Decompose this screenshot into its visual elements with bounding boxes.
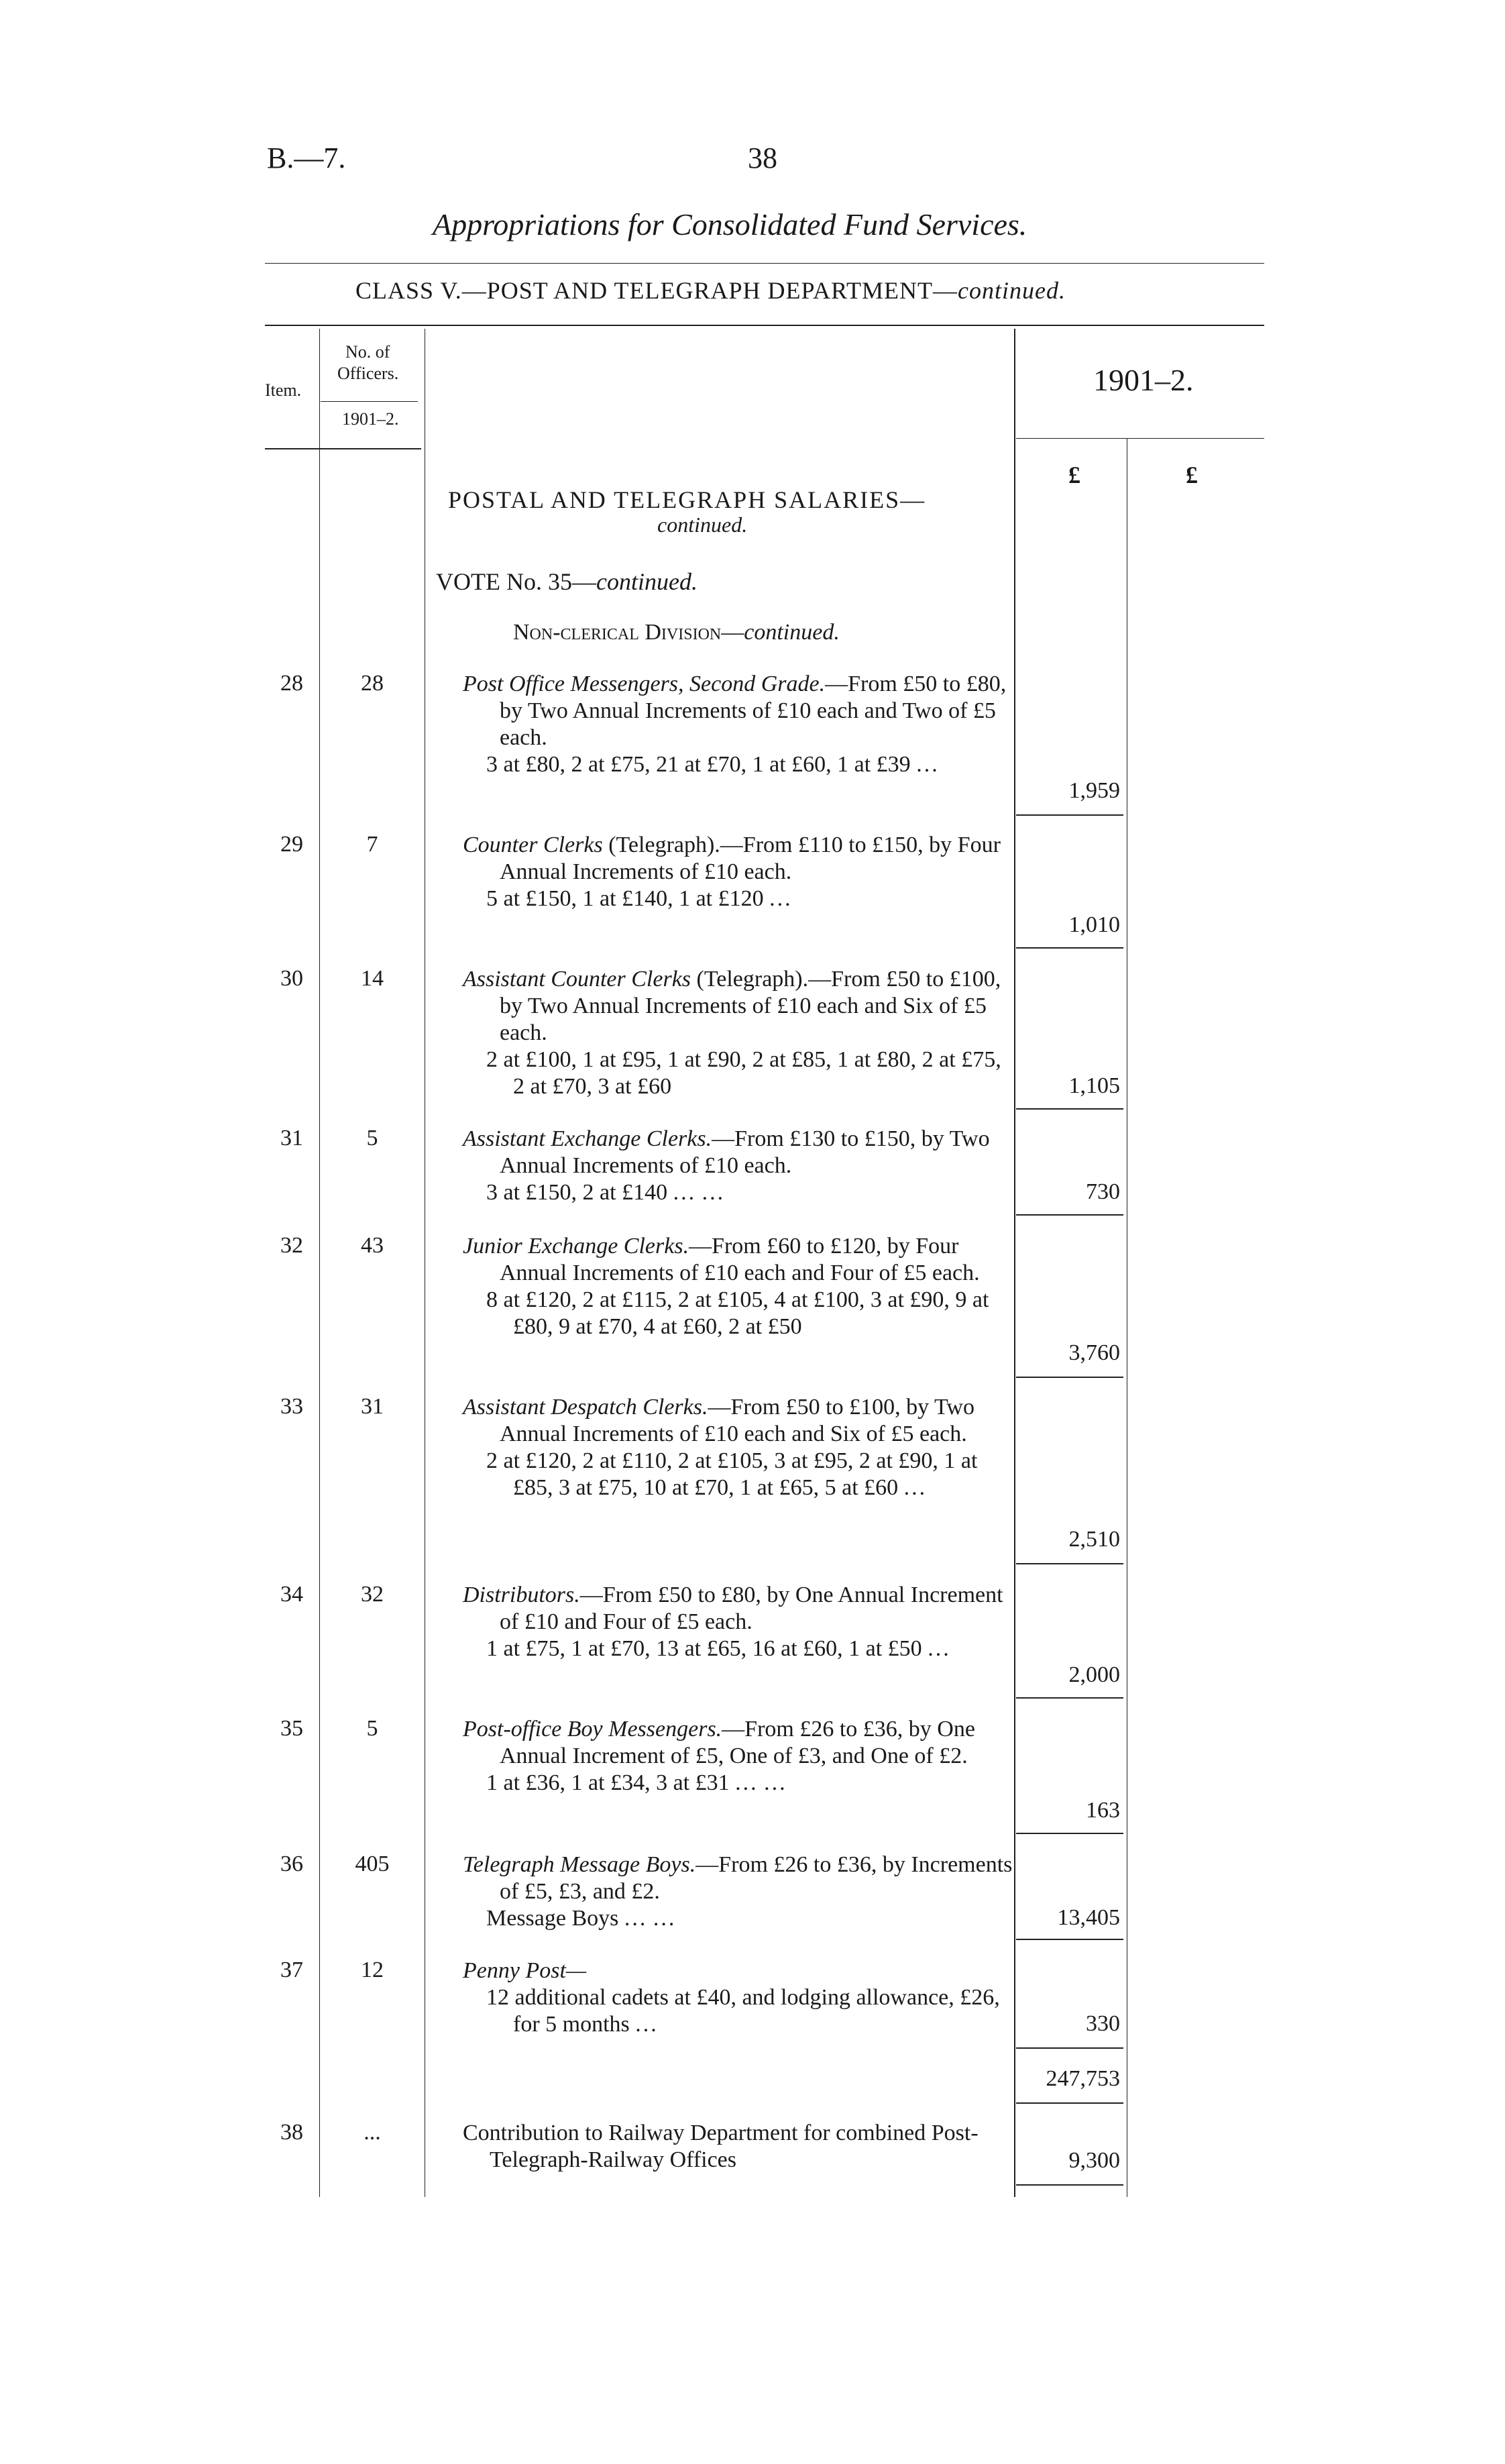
row-30-name: Assistant Counter Clerks (463, 967, 691, 992)
amount-29: 1,010 (1068, 912, 1120, 937)
class-rule (265, 325, 1264, 326)
item-30: 30 (280, 966, 303, 991)
rule-30 (1016, 1108, 1123, 1110)
officers-38: ... (364, 2120, 381, 2145)
col-head-officers-2: Officers. (337, 364, 399, 383)
item-31: 31 (280, 1126, 303, 1150)
row-28-dots: ... (916, 752, 940, 777)
col-head-officers-1: No. of (345, 342, 390, 362)
row-34-desc (463, 1582, 1013, 1662)
row-31-name: Assistant Exchange Clerks. (463, 1126, 712, 1151)
amount-35: 163 (1086, 1798, 1120, 1823)
row-30-detail: 2 at £100, 1 at £95, 1 at £90, 2 at £85, 1 at £80, 2 at £75, 2 at £70, 3 at £60 (486, 1047, 1001, 1099)
row-34-dots: ... (928, 1636, 951, 1661)
class-title-text: CLASS V.—POST AND TELEGRAPH DEPARTMENT— (355, 277, 958, 304)
rule-34 (1016, 1697, 1123, 1699)
row-35-desc (463, 1716, 1013, 1797)
row-33-terms: —From £50 to £100, by Two Annual Increments of £10 each and Six of £5 each. (500, 1395, 974, 1446)
subtotal: 247,753 (1046, 2066, 1120, 2091)
row-34-terms: —From £50 to £80, by One Annual Increment of £10 and Four of £5 each. (500, 1583, 1003, 1634)
section-title-cont: continued. (657, 513, 748, 537)
row-28-terms: —From £50 to £80, by Two Annual Increments of £10 each and Two of £5 each. (500, 672, 1007, 750)
amount-32: 3,760 (1068, 1340, 1120, 1365)
officers-37: 12 (361, 1958, 384, 1982)
row-29-name: Counter Clerks (463, 833, 603, 857)
currency-2: £ (1186, 462, 1198, 488)
item-34: 34 (280, 1582, 303, 1607)
vote-cont: continued. (596, 568, 698, 595)
row-36-desc (463, 1852, 1013, 1932)
rule-37 (1016, 2047, 1123, 2049)
row-31-dots: ... (673, 1180, 697, 1205)
row-36-dots-2: ... (653, 1906, 677, 1931)
row-36-terms: —From £26 to £36, by Increments of £5, £3, and £2. (500, 1852, 1013, 1904)
item-33: 33 (280, 1394, 303, 1419)
item-38: 38 (280, 2120, 303, 2145)
row-28-desc (463, 671, 1013, 778)
amount-33: 2,510 (1068, 1527, 1120, 1552)
page-ref: B.—7. (267, 142, 346, 174)
col-head-year: 1901–2. (1093, 363, 1194, 397)
row-30-terms: (Telegraph).—From £50 to £100, by Two Annual Increments of £10 each and Six of £5 each. (500, 967, 1001, 1045)
rule-33 (1016, 1563, 1123, 1564)
row-35-dots: ... (735, 1770, 759, 1795)
amount-36: 13,405 (1057, 1905, 1120, 1930)
row-37-desc (463, 1958, 1013, 2038)
row-34-name: Distributors. (463, 1583, 580, 1607)
class-continued: continued. (958, 277, 1066, 304)
rule-28 (1016, 814, 1123, 816)
head-rule (265, 448, 421, 449)
row-28-detail: 3 at £80, 2 at £75, 21 at £70, 1 at £60, 1 at £39 (486, 752, 911, 777)
row-29-dots: ... (769, 886, 793, 911)
vote-heading (436, 568, 698, 596)
title-rule (265, 263, 1264, 264)
amount-37: 330 (1086, 2011, 1120, 2036)
row-31-dots-2: ... (702, 1180, 726, 1205)
amount-28: 1,959 (1068, 778, 1120, 803)
item-32: 32 (280, 1233, 303, 1258)
row-31-desc (463, 1126, 1013, 1206)
row-35-terms: —From £26 to £36, by One Annual Increment of £5, One of £3, and One of £2. (500, 1717, 975, 1768)
page-title: Appropriations for Consolidated Fund Services. (433, 207, 1027, 242)
row-36-name: Telegraph Message Boys. (463, 1852, 696, 1877)
officers-29: 7 (366, 832, 378, 857)
col-head-item: Item. (265, 380, 302, 400)
officers-28: 28 (361, 671, 384, 696)
row-35-dots-2: ... (764, 1770, 787, 1795)
officers-31: 5 (366, 1126, 378, 1150)
row-29-terms: (Telegraph).—From £110 to £150, by Four Annual Increments of £10 each. (500, 833, 1001, 884)
row-38-text: Contribution to Railway Department for combined Post-Telegraph-Railway Offices (463, 2121, 979, 2172)
year-rule (1016, 438, 1264, 439)
row-35-detail: 1 at £36, 1 at £34, 3 at £31 (486, 1770, 730, 1795)
amount-38: 9,300 (1068, 2148, 1120, 2173)
division-cont: continued. (744, 620, 840, 645)
item-35: 35 (280, 1716, 303, 1741)
item-36: 36 (280, 1852, 303, 1876)
row-29-detail: 5 at £150, 1 at £140, 1 at £120 (486, 886, 764, 911)
officers-30: 14 (361, 966, 384, 991)
item-28: 28 (280, 671, 303, 696)
division-text: Non-clerical Division— (513, 620, 744, 645)
division-heading (513, 620, 840, 645)
row-36-dots: ... (624, 1906, 648, 1931)
row-37-name: Penny Post— (463, 1958, 587, 1983)
row-30-desc (463, 966, 1013, 1100)
officers-year-rule (321, 401, 418, 402)
row-32-desc (463, 1233, 1013, 1340)
section-title: POSTAL AND TELEGRAPH SALARIES— (448, 486, 926, 513)
rule-29 (1016, 947, 1123, 949)
rule-31 (1016, 1214, 1123, 1216)
rule-36 (1016, 1939, 1123, 1940)
col-head-officers-year: 1901–2. (342, 409, 399, 429)
officers-34: 32 (361, 1582, 384, 1607)
row-38-desc (463, 2120, 1013, 2174)
row-29-desc (463, 832, 1013, 912)
item-37: 37 (280, 1958, 303, 1982)
rule-subtotal (1016, 2102, 1123, 2104)
item-29: 29 (280, 832, 303, 857)
vote-text: VOTE No. 35— (436, 568, 596, 595)
class-title (355, 276, 1066, 305)
row-33-dots: ... (903, 1475, 928, 1500)
row-36-detail: Message Boys (486, 1906, 619, 1931)
row-33-name: Assistant Despatch Clerks. (463, 1395, 708, 1420)
officers-36: 405 (355, 1852, 390, 1876)
row-37-dots: ... (635, 2012, 659, 2037)
row-32-detail: 8 at £120, 2 at £115, 2 at £105, 4 at £100, 3 at £90, 9 at £80, 9 at £70, 4 at £60, 2 at £50 (486, 1287, 989, 1339)
rule-desc-amount (1014, 329, 1015, 2197)
officers-32: 43 (361, 1233, 384, 1258)
amount-34: 2,000 (1068, 1662, 1120, 1687)
row-34-detail: 1 at £75, 1 at £70, 13 at £65, 16 at £60, 1 at £50 (486, 1636, 922, 1661)
amount-31: 730 (1086, 1179, 1120, 1204)
officers-35: 5 (366, 1716, 378, 1741)
row-33-desc (463, 1394, 1013, 1501)
rule-item-officers (319, 329, 320, 2197)
row-32-name: Junior Exchange Clerks. (463, 1234, 689, 1258)
currency-1: £ (1068, 462, 1080, 488)
rule-32 (1016, 1377, 1123, 1378)
officers-33: 31 (361, 1394, 384, 1419)
row-35-name: Post-office Boy Messengers. (463, 1717, 722, 1742)
rule-38 (1016, 2184, 1123, 2186)
amount-30: 1,105 (1068, 1073, 1120, 1098)
rule-35 (1016, 1833, 1123, 1834)
row-28-name: Post Office Messengers, Second Grade. (463, 672, 826, 696)
row-31-detail: 3 at £150, 2 at £140 (486, 1180, 668, 1205)
row-31-terms: —From £130 to £150, by Two Annual Increments of £10 each. (500, 1126, 990, 1178)
page-number: 38 (748, 142, 777, 174)
row-32-terms: —From £60 to £120, by Four Annual Increments of £10 each and Four of £5 each. (500, 1234, 980, 1285)
row-37-detail: 12 additional cadets at £40, and lodging allowance, £26, for 5 months (486, 1985, 1000, 2037)
row-33-detail: 2 at £120, 2 at £110, 2 at £105, 3 at £95, 2 at £90, 1 at £85, 3 at £75, 10 at £70, 1 at £65, 5 at £60 (486, 1448, 978, 1500)
